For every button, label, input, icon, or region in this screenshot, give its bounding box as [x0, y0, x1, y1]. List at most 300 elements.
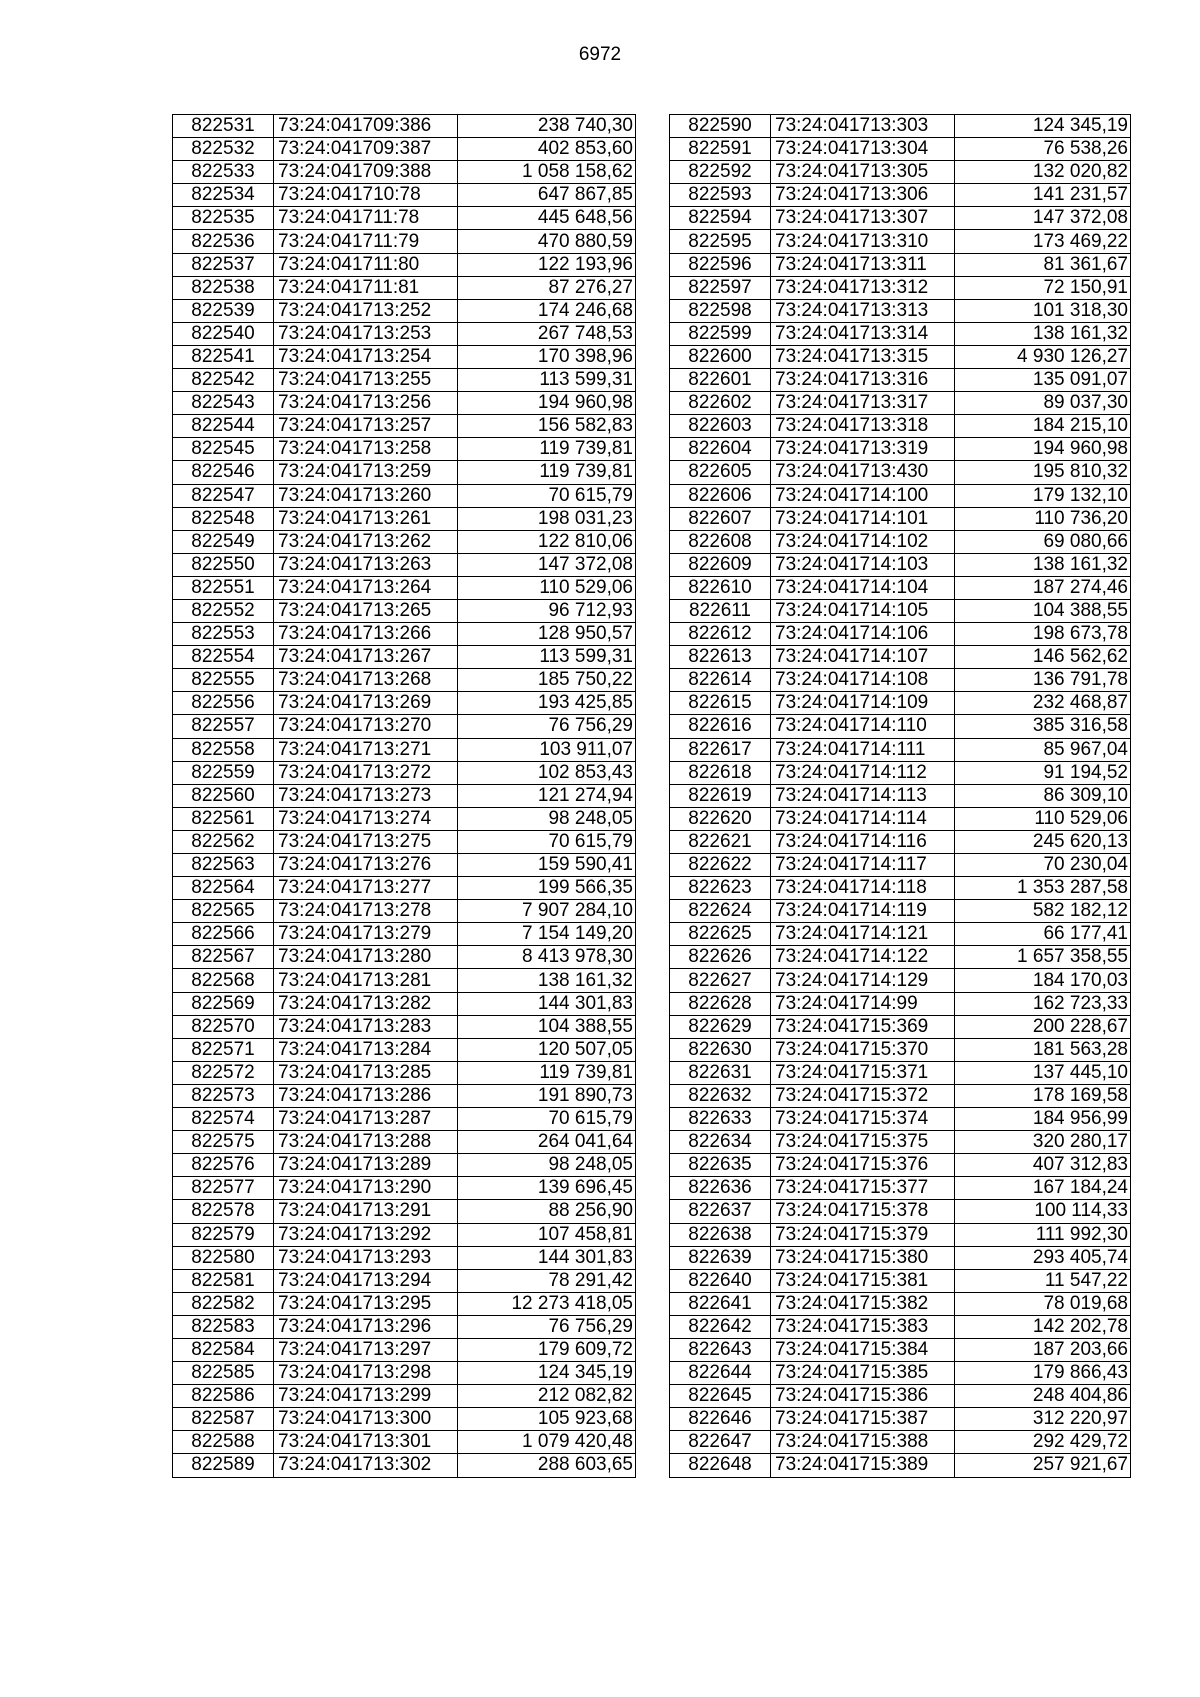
record-number-cell: 822591 [670, 138, 771, 161]
table-row [670, 923, 1131, 946]
value-cell: 138 161,32 [955, 553, 1131, 576]
value-cell: 113 599,31 [458, 646, 636, 669]
record-number-cell: 822598 [670, 299, 771, 322]
value-cell: 407 312,83 [955, 1154, 1131, 1177]
table-row [173, 923, 636, 946]
table-row [173, 230, 636, 253]
value-cell: 70 615,79 [458, 1108, 636, 1131]
record-number-cell: 822593 [670, 184, 771, 207]
table-row [670, 830, 1131, 853]
table-row [670, 969, 1131, 992]
table-row [173, 1408, 636, 1431]
cadastral-number-cell: 73:24:041715:384 [771, 1338, 955, 1361]
table-row [173, 530, 636, 553]
cadastral-number-cell: 73:24:041715:372 [771, 1084, 955, 1107]
table-row [670, 900, 1131, 923]
cadastral-number-cell: 73:24:041714:108 [771, 669, 955, 692]
value-cell: 137 445,10 [955, 1061, 1131, 1084]
table-row [173, 877, 636, 900]
value-cell: 162 723,33 [955, 992, 1131, 1015]
cadastral-number-cell: 73:24:041713:312 [771, 276, 955, 299]
cadastral-number-cell: 73:24:041713:293 [274, 1246, 458, 1269]
table-row [173, 484, 636, 507]
value-cell: 445 648,56 [458, 207, 636, 230]
table-row [670, 807, 1131, 830]
cadastral-number-cell: 73:24:041713:274 [274, 807, 458, 830]
value-cell: 198 031,23 [458, 507, 636, 530]
record-number-cell: 822534 [173, 184, 274, 207]
value-cell: 98 248,05 [458, 807, 636, 830]
cadastral-number-cell: 73:24:041709:386 [274, 115, 458, 138]
record-number-cell: 822557 [173, 715, 274, 738]
table-row [173, 807, 636, 830]
record-number-cell: 822572 [173, 1061, 274, 1084]
cadastral-number-cell: 73:24:041714:102 [771, 530, 955, 553]
value-cell: 85 967,04 [955, 738, 1131, 761]
table-row [670, 345, 1131, 368]
record-number-cell: 822536 [173, 230, 274, 253]
value-cell: 66 177,41 [955, 923, 1131, 946]
record-number-cell: 822643 [670, 1338, 771, 1361]
cadastral-number-cell: 73:24:041715:374 [771, 1108, 955, 1131]
cadastral-number-cell: 73:24:041714:99 [771, 992, 955, 1015]
value-cell: 194 960,98 [458, 392, 636, 415]
table-row [173, 1177, 636, 1200]
record-number-cell: 822551 [173, 576, 274, 599]
table-row [173, 900, 636, 923]
cadastral-number-cell: 73:24:041713:307 [771, 207, 955, 230]
value-cell: 120 507,05 [458, 1038, 636, 1061]
record-number-cell: 822566 [173, 923, 274, 946]
value-cell: 179 609,72 [458, 1338, 636, 1361]
table-row [173, 322, 636, 345]
value-cell: 194 960,98 [955, 438, 1131, 461]
table-row [670, 1015, 1131, 1038]
value-cell: 470 880,59 [458, 230, 636, 253]
cadastral-number-cell: 73:24:041711:81 [274, 276, 458, 299]
record-number-cell: 822606 [670, 484, 771, 507]
value-cell: 76 538,26 [955, 138, 1131, 161]
record-number-cell: 822556 [173, 692, 274, 715]
value-cell: 320 280,17 [955, 1131, 1131, 1154]
cadastral-number-cell: 73:24:041713:281 [274, 969, 458, 992]
value-cell: 128 950,57 [458, 623, 636, 646]
cadastral-number-cell: 73:24:041713:256 [274, 392, 458, 415]
value-cell: 1 079 420,48 [458, 1431, 636, 1454]
table-row [173, 1108, 636, 1131]
record-number-cell: 822617 [670, 738, 771, 761]
cadastral-number-cell: 73:24:041713:317 [771, 392, 955, 415]
table-row [173, 692, 636, 715]
record-number-cell: 822612 [670, 623, 771, 646]
table-row [173, 1362, 636, 1385]
table-row [173, 1292, 636, 1315]
value-cell: 146 562,62 [955, 646, 1131, 669]
value-cell: 147 372,08 [955, 207, 1131, 230]
cadastral-number-cell: 73:24:041713:282 [274, 992, 458, 1015]
cadastral-number-cell: 73:24:041715:369 [771, 1015, 955, 1038]
record-number-cell: 822645 [670, 1385, 771, 1408]
table-row [173, 1454, 636, 1477]
cadastral-number-cell: 73:24:041713:258 [274, 438, 458, 461]
table-row [173, 1084, 636, 1107]
record-number-cell: 822600 [670, 345, 771, 368]
cadastral-number-cell: 73:24:041713:276 [274, 854, 458, 877]
table-row [670, 322, 1131, 345]
record-number-cell: 822631 [670, 1061, 771, 1084]
record-number-cell: 822616 [670, 715, 771, 738]
record-number-cell: 822578 [173, 1200, 274, 1223]
table-row [173, 415, 636, 438]
value-cell: 156 582,83 [458, 415, 636, 438]
value-cell: 78 019,68 [955, 1292, 1131, 1315]
record-number-cell: 822601 [670, 369, 771, 392]
cadastral-number-cell: 73:24:041715:375 [771, 1131, 955, 1154]
cadastral-number-cell: 73:24:041713:286 [274, 1084, 458, 1107]
record-number-cell: 822584 [173, 1338, 274, 1361]
table-row [670, 669, 1131, 692]
cadastral-number-cell: 73:24:041713:297 [274, 1338, 458, 1361]
record-number-cell: 822603 [670, 415, 771, 438]
value-cell: 147 372,08 [458, 553, 636, 576]
table-row [670, 484, 1131, 507]
table-row [173, 184, 636, 207]
cadastral-number-cell: 73:24:041713:273 [274, 784, 458, 807]
record-number-cell: 822570 [173, 1015, 274, 1038]
value-cell: 102 853,43 [458, 761, 636, 784]
record-number-cell: 822614 [670, 669, 771, 692]
value-cell: 159 590,41 [458, 854, 636, 877]
cadastral-number-cell: 73:24:041713:291 [274, 1200, 458, 1223]
record-number-cell: 822597 [670, 276, 771, 299]
value-cell: 178 169,58 [955, 1084, 1131, 1107]
record-number-cell: 822644 [670, 1362, 771, 1385]
table-row [670, 369, 1131, 392]
cadastral-number-cell: 73:24:041713:295 [274, 1292, 458, 1315]
table-row [670, 276, 1131, 299]
value-cell: 110 529,06 [458, 576, 636, 599]
table-row [670, 715, 1131, 738]
record-number-cell: 822541 [173, 345, 274, 368]
record-number-cell: 822639 [670, 1246, 771, 1269]
cadastral-number-cell: 73:24:041714:101 [771, 507, 955, 530]
table-row [670, 1362, 1131, 1385]
table-row [670, 646, 1131, 669]
table-row [670, 553, 1131, 576]
table-row [173, 1246, 636, 1269]
record-number-cell: 822575 [173, 1131, 274, 1154]
cadastral-number-cell: 73:24:041713:253 [274, 322, 458, 345]
value-cell: 144 301,83 [458, 992, 636, 1015]
cadastral-number-cell: 73:24:041714:110 [771, 715, 955, 738]
cadastral-number-cell: 73:24:041714:106 [771, 623, 955, 646]
table-row [173, 1015, 636, 1038]
cadastral-number-cell: 73:24:041715:388 [771, 1431, 955, 1454]
table-row [670, 1246, 1131, 1269]
value-cell: 11 547,22 [955, 1269, 1131, 1292]
table-row [670, 1084, 1131, 1107]
value-cell: 198 673,78 [955, 623, 1131, 646]
record-number-cell: 822559 [173, 761, 274, 784]
value-cell: 582 182,12 [955, 900, 1131, 923]
cadastral-number-cell: 73:24:041711:80 [274, 253, 458, 276]
record-number-cell: 822547 [173, 484, 274, 507]
value-cell: 1 353 287,58 [955, 877, 1131, 900]
table-row [173, 738, 636, 761]
cadastral-number-cell: 73:24:041713:316 [771, 369, 955, 392]
table-row [670, 461, 1131, 484]
table-row [173, 646, 636, 669]
table-row [670, 438, 1131, 461]
table-row [670, 1269, 1131, 1292]
record-number-cell: 822622 [670, 854, 771, 877]
cadastral-number-cell: 73:24:041713:314 [771, 322, 955, 345]
cadastral-number-cell: 73:24:041714:121 [771, 923, 955, 946]
cadastral-number-cell: 73:24:041713:279 [274, 923, 458, 946]
record-number-cell: 822583 [173, 1315, 274, 1338]
cadastral-number-cell: 73:24:041714:129 [771, 969, 955, 992]
table-row [173, 1154, 636, 1177]
record-number-cell: 822640 [670, 1269, 771, 1292]
value-cell: 121 274,94 [458, 784, 636, 807]
value-cell: 245 620,13 [955, 830, 1131, 853]
value-cell: 110 529,06 [955, 807, 1131, 830]
cadastral-number-cell: 73:24:041713:284 [274, 1038, 458, 1061]
value-cell: 98 248,05 [458, 1154, 636, 1177]
table-row [173, 369, 636, 392]
record-number-cell: 822624 [670, 900, 771, 923]
table-row [670, 1131, 1131, 1154]
value-cell: 264 041,64 [458, 1131, 636, 1154]
value-cell: 69 080,66 [955, 530, 1131, 553]
value-cell: 179 866,43 [955, 1362, 1131, 1385]
cadastral-number-cell: 73:24:041713:299 [274, 1385, 458, 1408]
value-cell: 7 154 149,20 [458, 923, 636, 946]
record-number-cell: 822537 [173, 253, 274, 276]
cadastral-number-cell: 73:24:041713:303 [771, 115, 955, 138]
value-cell: 138 161,32 [458, 969, 636, 992]
value-cell: 292 429,72 [955, 1431, 1131, 1454]
table-row [670, 1061, 1131, 1084]
record-number-cell: 822558 [173, 738, 274, 761]
cadastral-number-cell: 73:24:041714:109 [771, 692, 955, 715]
value-cell: 124 345,19 [955, 115, 1131, 138]
record-number-cell: 822587 [173, 1408, 274, 1431]
value-cell: 110 736,20 [955, 507, 1131, 530]
value-cell: 72 150,91 [955, 276, 1131, 299]
table-row [670, 392, 1131, 415]
table-row [670, 184, 1131, 207]
value-cell: 191 890,73 [458, 1084, 636, 1107]
value-cell: 86 309,10 [955, 784, 1131, 807]
value-cell: 113 599,31 [458, 369, 636, 392]
table-row [173, 623, 636, 646]
value-cell: 103 911,07 [458, 738, 636, 761]
value-cell: 78 291,42 [458, 1269, 636, 1292]
table-row [173, 1200, 636, 1223]
value-cell: 119 739,81 [458, 1061, 636, 1084]
table-row [670, 530, 1131, 553]
record-number-cell: 822623 [670, 877, 771, 900]
cadastral-number-cell: 73:24:041715:385 [771, 1362, 955, 1385]
record-number-cell: 822605 [670, 461, 771, 484]
value-cell: 402 853,60 [458, 138, 636, 161]
record-number-cell: 822599 [670, 322, 771, 345]
cadastral-number-cell: 73:24:041713:430 [771, 461, 955, 484]
table-row [173, 784, 636, 807]
cadastral-number-cell: 73:24:041713:262 [274, 530, 458, 553]
cadastral-number-cell: 73:24:041709:388 [274, 161, 458, 184]
record-number-cell: 822577 [173, 1177, 274, 1200]
table-row [670, 576, 1131, 599]
value-cell: 141 231,57 [955, 184, 1131, 207]
record-number-cell: 822609 [670, 553, 771, 576]
cadastral-number-cell: 73:24:041713:278 [274, 900, 458, 923]
value-cell: 167 184,24 [955, 1177, 1131, 1200]
record-number-cell: 822627 [670, 969, 771, 992]
record-number-cell: 822580 [173, 1246, 274, 1269]
cadastral-number-cell: 73:24:041713:272 [274, 761, 458, 784]
record-number-cell: 822581 [173, 1269, 274, 1292]
table-row [173, 992, 636, 1015]
record-number-cell: 822543 [173, 392, 274, 415]
value-cell: 174 246,68 [458, 299, 636, 322]
table-row [670, 253, 1131, 276]
value-cell: 124 345,19 [458, 1362, 636, 1385]
value-cell: 4 930 126,27 [955, 345, 1131, 368]
table-row [173, 345, 636, 368]
value-cell: 173 469,22 [955, 230, 1131, 253]
record-number-cell: 822552 [173, 599, 274, 622]
record-number-cell: 822619 [670, 784, 771, 807]
cadastral-number-cell: 73:24:041713:318 [771, 415, 955, 438]
record-number-cell: 822615 [670, 692, 771, 715]
cadastral-number-cell: 73:24:041714:103 [771, 553, 955, 576]
table-row [173, 576, 636, 599]
table-row [670, 1315, 1131, 1338]
cadastral-number-cell: 73:24:041714:112 [771, 761, 955, 784]
table-row [670, 854, 1131, 877]
record-number-cell: 822562 [173, 830, 274, 853]
value-cell: 76 756,29 [458, 715, 636, 738]
cadastral-number-cell: 73:24:041713:319 [771, 438, 955, 461]
value-cell: 122 810,06 [458, 530, 636, 553]
value-cell: 185 750,22 [458, 669, 636, 692]
table-row [173, 854, 636, 877]
value-cell: 87 276,27 [458, 276, 636, 299]
table-row [173, 507, 636, 530]
table-row [670, 946, 1131, 969]
cadastral-number-cell: 73:24:041715:377 [771, 1177, 955, 1200]
cadastral-number-cell: 73:24:041713:277 [274, 877, 458, 900]
table-row [173, 1038, 636, 1061]
table-row [173, 276, 636, 299]
record-number-cell: 822633 [670, 1108, 771, 1131]
cadastral-number-cell: 73:24:041714:119 [771, 900, 955, 923]
record-number-cell: 822549 [173, 530, 274, 553]
cadastral-number-cell: 73:24:041710:78 [274, 184, 458, 207]
table-row [670, 1108, 1131, 1131]
record-number-cell: 822642 [670, 1315, 771, 1338]
cadastral-number-cell: 73:24:041715:378 [771, 1200, 955, 1223]
value-cell: 70 615,79 [458, 484, 636, 507]
record-number-cell: 822548 [173, 507, 274, 530]
record-number-cell: 822538 [173, 276, 274, 299]
record-number-cell: 822531 [173, 115, 274, 138]
table-row [670, 1408, 1131, 1431]
cadastral-number-cell: 73:24:041713:306 [771, 184, 955, 207]
record-number-cell: 822585 [173, 1362, 274, 1385]
cadastral-number-cell: 73:24:041713:289 [274, 1154, 458, 1177]
cadastral-number-cell: 73:24:041713:285 [274, 1061, 458, 1084]
value-cell: 101 318,30 [955, 299, 1131, 322]
cadastral-number-cell: 73:24:041715:379 [771, 1223, 955, 1246]
cadastral-number-cell: 73:24:041714:107 [771, 646, 955, 669]
table-row [173, 438, 636, 461]
cadastral-number-cell: 73:24:041713:259 [274, 461, 458, 484]
table-row [173, 392, 636, 415]
record-number-cell: 822594 [670, 207, 771, 230]
table-row [173, 461, 636, 484]
value-cell: 1 657 358,55 [955, 946, 1131, 969]
table-row [173, 1385, 636, 1408]
table-row [173, 715, 636, 738]
record-number-cell: 822635 [670, 1154, 771, 1177]
cadastral-number-cell: 73:24:041715:381 [771, 1269, 955, 1292]
cadastral-number-cell: 73:24:041713:268 [274, 669, 458, 692]
value-cell: 312 220,97 [955, 1408, 1131, 1431]
record-number-cell: 822628 [670, 992, 771, 1015]
table-row [670, 299, 1131, 322]
table-row [173, 1338, 636, 1361]
record-number-cell: 822589 [173, 1454, 274, 1477]
cadastral-number-cell: 73:24:041715:387 [771, 1408, 955, 1431]
cadastral-number-cell: 73:24:041713:255 [274, 369, 458, 392]
record-number-cell: 822576 [173, 1154, 274, 1177]
cadastral-number-cell: 73:24:041713:264 [274, 576, 458, 599]
record-number-cell: 822647 [670, 1431, 771, 1454]
cadastral-number-cell: 73:24:041715:376 [771, 1154, 955, 1177]
table-row [173, 253, 636, 276]
cadastral-number-cell: 73:24:041713:296 [274, 1315, 458, 1338]
record-number-cell: 822542 [173, 369, 274, 392]
table-row [173, 1315, 636, 1338]
cadastral-number-cell: 73:24:041714:113 [771, 784, 955, 807]
value-cell: 184 170,03 [955, 969, 1131, 992]
cadastral-number-cell: 73:24:041713:266 [274, 623, 458, 646]
cadastral-number-cell: 73:24:041713:310 [771, 230, 955, 253]
record-number-cell: 822565 [173, 900, 274, 923]
record-number-cell: 822582 [173, 1292, 274, 1315]
value-cell: 184 956,99 [955, 1108, 1131, 1131]
value-cell: 181 563,28 [955, 1038, 1131, 1061]
cadastral-number-cell: 73:24:041713:271 [274, 738, 458, 761]
table-row [173, 553, 636, 576]
value-cell: 257 921,67 [955, 1454, 1131, 1477]
record-number-cell: 822638 [670, 1223, 771, 1246]
table-row [670, 1431, 1131, 1454]
value-cell: 647 867,85 [458, 184, 636, 207]
value-cell: 170 398,96 [458, 345, 636, 368]
cadastral-number-cell: 73:24:041713:292 [274, 1223, 458, 1246]
cadastral-number-cell: 73:24:041714:114 [771, 807, 955, 830]
cadastral-number-cell: 73:24:041713:260 [274, 484, 458, 507]
cadastral-number-cell: 73:24:041713:267 [274, 646, 458, 669]
record-number-cell: 822563 [173, 854, 274, 877]
table-row [670, 623, 1131, 646]
value-cell: 70 230,04 [955, 854, 1131, 877]
record-number-cell: 822564 [173, 877, 274, 900]
